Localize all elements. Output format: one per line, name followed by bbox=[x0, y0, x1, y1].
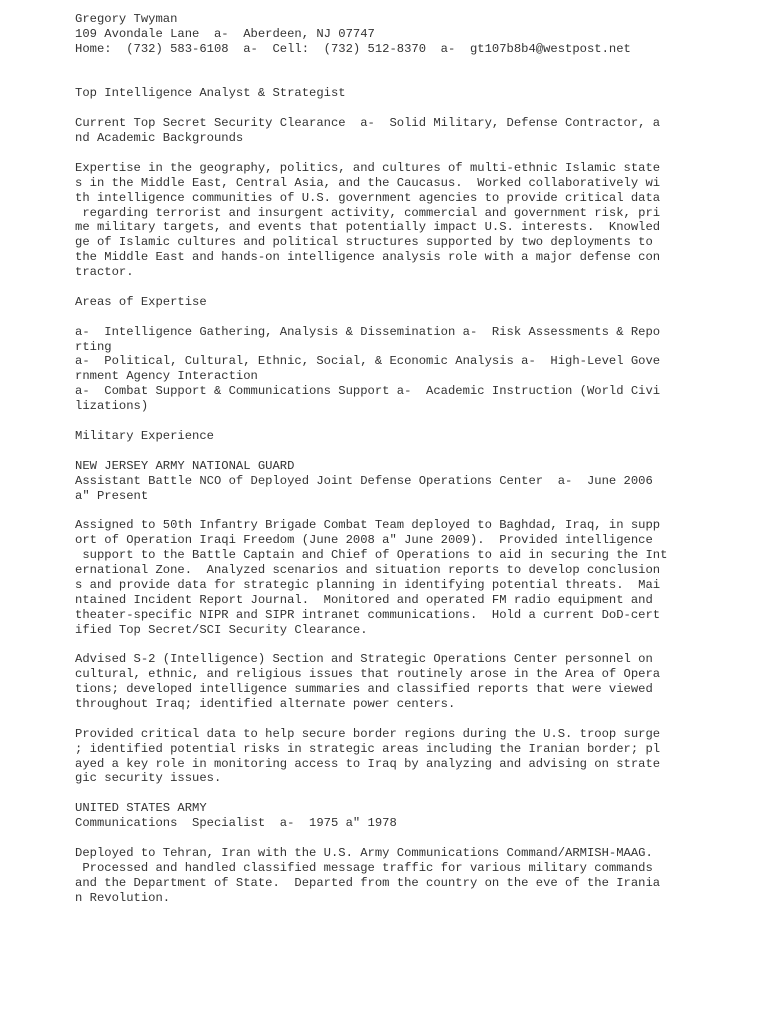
job2-line: and the Department of State. Departed from the country on the eve of the Irania bbox=[75, 875, 661, 890]
job2-title: Communications Specialist a- 1975 a" 1978 bbox=[75, 816, 397, 831]
job1-line: Advised S-2 (Intelligence) Section and Strategic Operations Center personnel on bbox=[75, 652, 653, 667]
job2-line: Processed and handled classified message traffic for various military commands bbox=[75, 860, 653, 875]
job1-line: ort of Operation Iraqi Freedom (June 2008 a" June 2009). Provided intelligence bbox=[75, 533, 653, 548]
summary-line: me military targets, and events that potentially impact U.S. interests. Knowled bbox=[75, 220, 661, 235]
candidate-address: 109 Avondale Lane a- Aberdeen, NJ 07747 bbox=[75, 26, 375, 41]
expertise-list bbox=[75, 325, 768, 414]
job1-line: Assigned to 50th Infantry Brigade Combat Team deployed to Baghdad, Iraq, in supp bbox=[75, 518, 661, 533]
summary-line: ge of Islamic cultures and political structures supported by two deployments to bbox=[75, 235, 653, 250]
summary-line: tractor. bbox=[75, 265, 134, 280]
job1-line: support to the Battle Captain and Chief of Operations to aid in securing the Int bbox=[75, 548, 668, 563]
candidate-contact: Home: (732) 583-6108 a- Cell: (732) 512-8370 a- gt107b8b4@westpost.net bbox=[75, 41, 631, 56]
expertise-heading: Areas of Expertise bbox=[75, 294, 207, 309]
job1-line: throughout Iraq; identified alternate power centers. bbox=[75, 696, 456, 711]
clearance-line: nd Academic Backgrounds bbox=[75, 131, 244, 146]
expertise-line: lizations) bbox=[75, 399, 149, 414]
summary-line: the Middle East and hands-on intelligence analysis role with a major defense con bbox=[75, 250, 661, 265]
job1-line: cultural, ethnic, and religious issues that routinely arose in the Area of Opera bbox=[75, 667, 661, 682]
job1-title: Assistant Battle NCO of Deployed Joint Defense Operations Center a- June 2006 bbox=[75, 473, 653, 488]
job1-line: ayed a key role in monitoring access to Iraq by analyzing and advising on strate bbox=[75, 756, 661, 771]
job1-paragraph bbox=[75, 652, 768, 712]
summary-line: s in the Middle East, Central Asia, and the Caucasus. Worked collaboratively wi bbox=[75, 175, 661, 190]
expertise-line: a- Political, Cultural, Ethnic, Social, & Economic Analysis a- High-Level Gove bbox=[75, 354, 661, 369]
job1-line: ified Top Secret/SCI Security Clearance. bbox=[75, 622, 368, 637]
job1-paragraph bbox=[75, 518, 768, 637]
job1-line: ; identified potential risks in strategic areas including the Iranian border; pl bbox=[75, 741, 661, 756]
clearance-line: Current Top Secret Security Clearance a- Solid Military, Defense Contractor, a bbox=[75, 116, 661, 131]
job1-line: ernational Zone. Analyzed scenarios and situation reports to develop conclusion bbox=[75, 562, 661, 577]
expertise-line: a- Combat Support & Communications Support a- Academic Instruction (World Civi bbox=[75, 384, 661, 399]
expertise-line: a- Intelligence Gathering, Analysis & Dissemination a- Risk Assessments & Repo bbox=[75, 324, 661, 339]
job2-line: Deployed to Tehran, Iran with the U.S. Army Communications Command/ARMISH-MAAG. bbox=[75, 845, 653, 860]
job1-paragraph bbox=[75, 727, 768, 787]
job2-paragraph bbox=[75, 846, 768, 906]
clearance-block bbox=[75, 116, 768, 146]
job1-organization: NEW JERSEY ARMY NATIONAL GUARD bbox=[75, 458, 295, 473]
job1-line: s and provide data for strategic planning in identifying potential threats. Mai bbox=[75, 577, 661, 592]
job2-line: n Revolution. bbox=[75, 890, 171, 905]
military-heading: Military Experience bbox=[75, 428, 214, 443]
summary-line: th intelligence communities of U.S. government agencies to provide critical data bbox=[75, 190, 661, 205]
summary-line: Expertise in the geography, politics, and cultures of multi-ethnic Islamic state bbox=[75, 160, 661, 175]
job1-line: gic security issues. bbox=[75, 771, 222, 786]
headline: Top Intelligence Analyst & Strategist bbox=[75, 86, 346, 101]
candidate-name: Gregory Twyman bbox=[75, 12, 178, 26]
job2-organization: UNITED STATES ARMY bbox=[75, 801, 207, 816]
job1-line: theater-specific NIPR and SIPR intranet communications. Hold a current DoD-cert bbox=[75, 607, 661, 622]
job1-line: tions; developed intelligence summaries and classified reports that were viewed bbox=[75, 682, 653, 697]
summary-paragraph bbox=[75, 161, 768, 280]
summary-line: regarding terrorist and insurgent activity, commercial and government risk, pri bbox=[75, 205, 661, 220]
expertise-line: rting bbox=[75, 339, 112, 354]
job1-title: a" Present bbox=[75, 488, 149, 503]
job1-line: Provided critical data to help secure border regions during the U.S. troop surge bbox=[75, 726, 661, 741]
job1-line: ntained Incident Report Journal. Monitored and operated FM radio equipment and bbox=[75, 592, 653, 607]
expertise-line: rnment Agency Interaction bbox=[75, 369, 258, 384]
